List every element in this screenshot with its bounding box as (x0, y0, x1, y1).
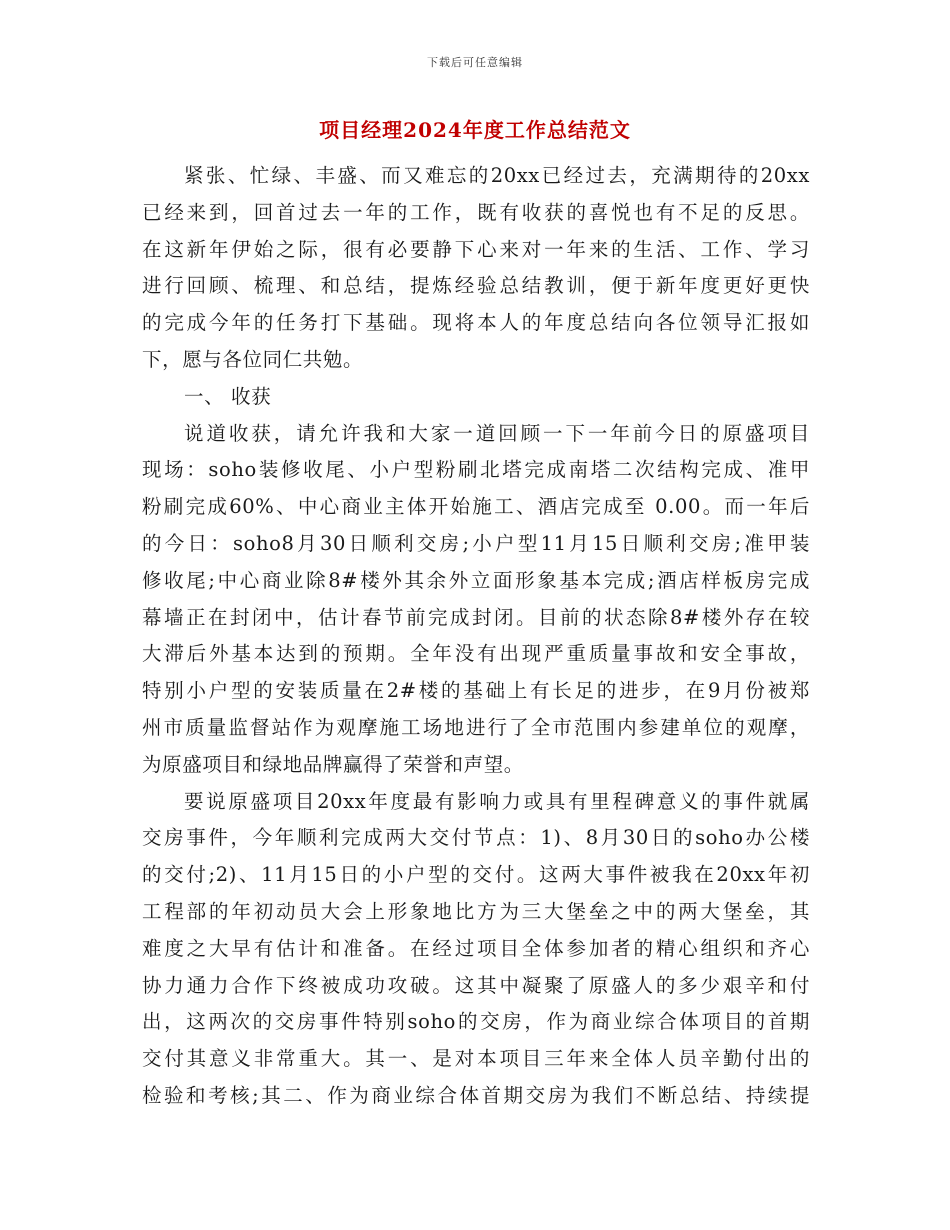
text-line: 进行回顾、梳理、和总结，提炼经验总结教训，便于新年度更好更快 (142, 274, 810, 298)
text-line: 的交付;2)、11月15日的小户型的交付。这两大事件被我在20xx年初 (142, 863, 810, 887)
text-line: 为原盛项目和绿地品牌赢得了荣誉和声望。 (142, 752, 524, 776)
text-line: 现场：soho装修收尾、小户型粉刷北塔完成南塔二次结构完成、准甲 (142, 458, 810, 482)
text-line: 检验和考核;其二、作为商业综合体首期交房为我们不断总结、持续提 (142, 1083, 810, 1107)
text-line: 州市质量监督站作为观摩施工场地进行了全市范围内参建单位的观摩， (142, 715, 810, 739)
text-line: 交付其意义非常重大。其一、是对本项目三年来全体人员辛勤付出的 (142, 1047, 810, 1071)
text-line: 下，愿与各位同仁共勉。 (142, 347, 364, 371)
text-line: 的完成今年的任务打下基础。现将本人的年度总结向各位领导汇报如 (142, 311, 810, 335)
text-line: 幕墙正在封闭中，估计春节前完成封闭。目前的状态除8#楼外存在较 (142, 605, 810, 629)
text-line: 工程部的年初动员大会上形象地比方为三大堡垒之中的两大堡垒，其 (142, 899, 810, 923)
text-line: 出，这两次的交房事件特别soho的交房，作为商业综合体项目的首期 (142, 1010, 810, 1034)
text-line: 修收尾;中心商业除8#楼外其余外立面形象基本完成;酒店样板房完成 (142, 568, 810, 592)
text-line: 交房事件，今年顺利完成两大交付节点：1)、8月30日的soho办公楼 (142, 826, 810, 850)
text-line: 一、 收获 (184, 384, 272, 408)
text-line: 说道收获，请允许我和大家一道回顾一下一年前今日的原盛项目 (184, 421, 810, 445)
document-title: 项目经理2024年度工作总结范文 (319, 118, 631, 142)
text-line: 在这新年伊始之际，很有必要静下心来对一年来的生活、工作、学习 (142, 237, 810, 261)
text-line: 紧张、忙绿、丰盛、而又难忘的20xx已经过去，充满期待的20xx (184, 164, 810, 187)
text-line: 的今日：soho8月30日顺利交房;小户型11月15日顺利交房;准甲装 (142, 531, 810, 555)
text-line: 要说原盛项目20xx年度最有影响力或具有里程碑意义的事件就属 (184, 789, 810, 813)
text-line: 大滞后外基本达到的预期。全年没有出现严重质量事故和安全事故， (142, 642, 810, 666)
text-line: 已经来到，回首过去一年的工作，既有收获的喜悦也有不足的反思。 (142, 200, 810, 224)
text-line: 难度之大早有估计和准备。在经过项目全体参加者的精心组织和齐心 (142, 936, 810, 960)
document-body (142, 158, 810, 1115)
text-line: 协力通力合作下终被成功攻破。这其中凝聚了原盛人的多少艰辛和付 (142, 973, 810, 997)
header-note: 下载后可任意编辑 (427, 56, 523, 69)
text-line: 特别小户型的安装质量在2#楼的基础上有长足的进步，在9月份被郑 (142, 679, 810, 703)
text-line: 粉刷完成60%、中心商业主体开始施工、酒店完成至 0.00。而一年后 (142, 495, 810, 519)
